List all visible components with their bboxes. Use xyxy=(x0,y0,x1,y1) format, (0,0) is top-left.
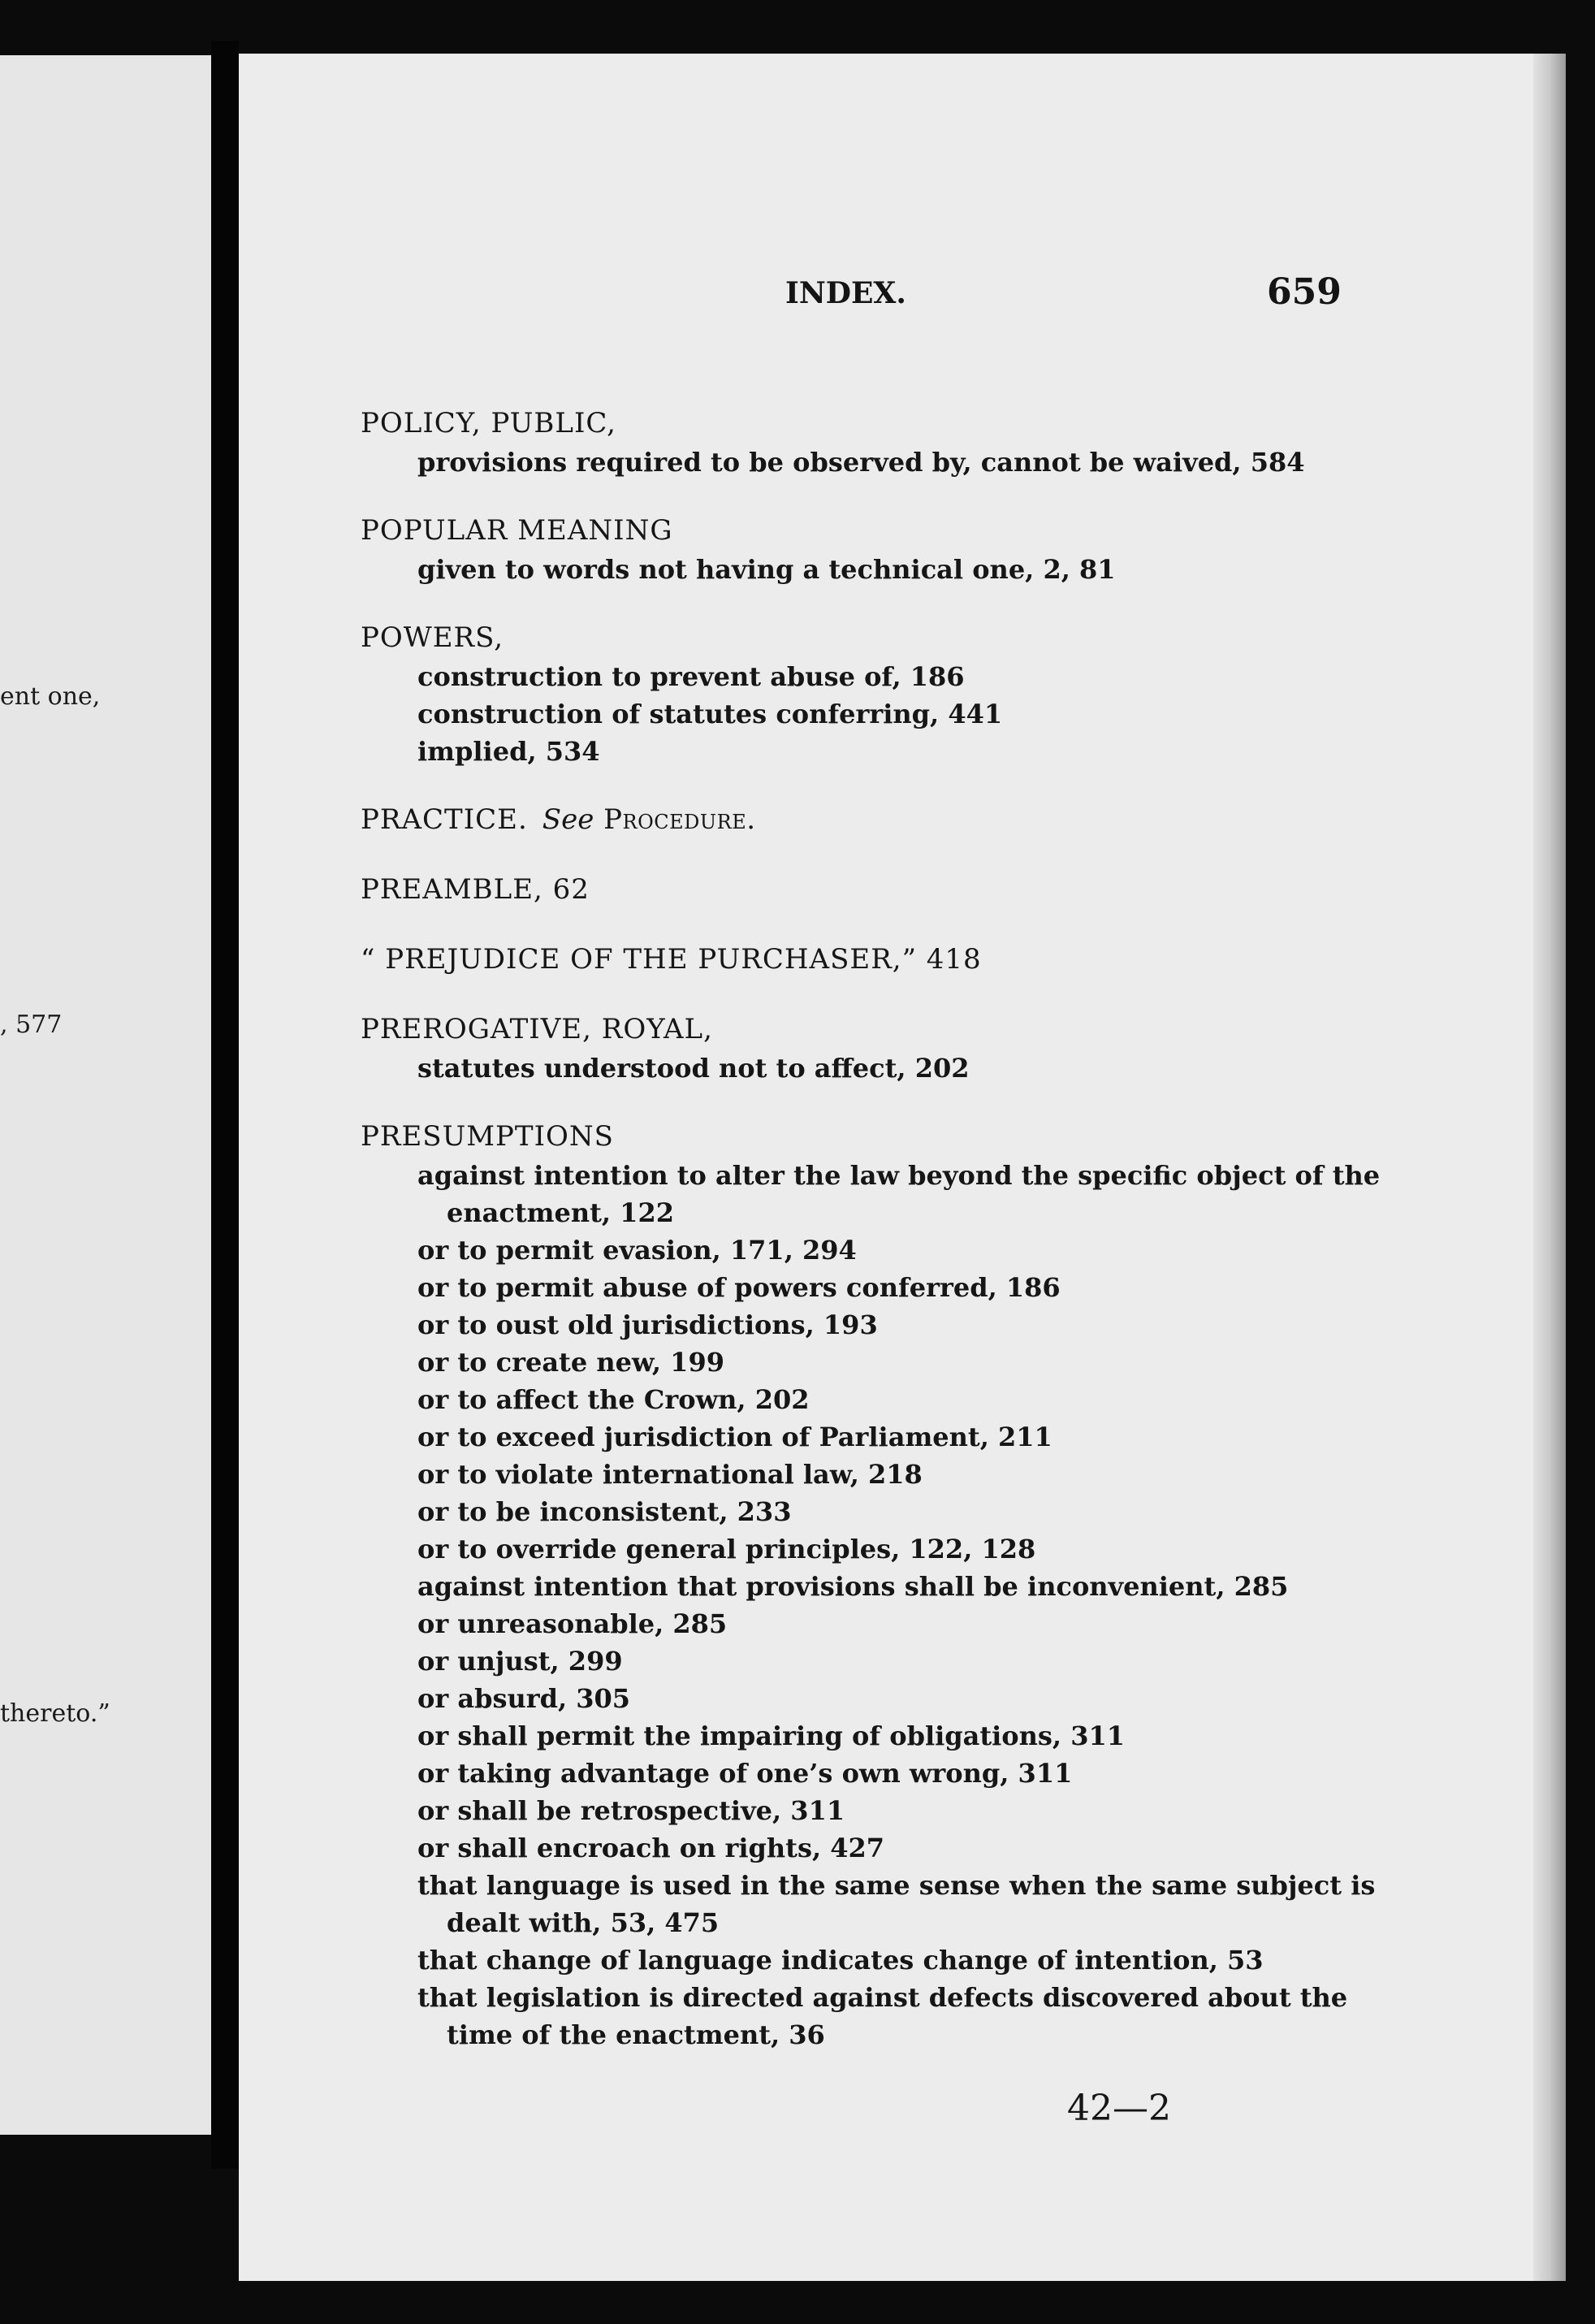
running-head: INDEX. xyxy=(785,276,906,310)
index-entry xyxy=(361,869,1335,910)
sub-entry xyxy=(361,1306,1335,1344)
index-heading xyxy=(361,403,1335,444)
sub-entry xyxy=(361,1269,1335,1306)
sub-entry xyxy=(361,551,1335,588)
see-reference-label: See xyxy=(542,803,594,836)
previous-page-fragment: thereto.” xyxy=(0,1699,110,1728)
sub-entry-text: or to create new, 199 xyxy=(417,1347,724,1378)
index-heading xyxy=(361,869,1335,910)
sub-entry-text: against intention to alter the law beyond the specific object of the xyxy=(417,1160,1381,1191)
sub-entry-text: or to exceed jurisdiction of Parliament, 211 xyxy=(417,1422,1053,1452)
sub-entry-text: or to override general principles, 122, 128 xyxy=(417,1534,1036,1564)
sub-entry-continuation: enactment, 122 xyxy=(447,1197,674,1228)
see-reference-target: Procedure. xyxy=(603,803,756,836)
index-heading xyxy=(361,1009,1335,1049)
index-heading xyxy=(361,1116,1335,1157)
index-heading-text: PREROGATIVE, ROYAL, xyxy=(361,1013,713,1045)
sub-entry-text: or to violate international law, 218 xyxy=(417,1459,923,1490)
index-heading-text: POLICY, PUBLIC, xyxy=(361,407,616,439)
sub-entry xyxy=(361,658,1335,695)
index-heading-text: “ PREJUDICE OF THE PURCHASER,” 418 xyxy=(361,943,982,976)
sub-entry xyxy=(361,1493,1335,1530)
previous-page-fragment: ent one, xyxy=(0,682,101,711)
previous-page-edge xyxy=(0,55,211,2135)
index-entry xyxy=(361,939,1335,980)
sub-entry-text: or to permit evasion, 171, 294 xyxy=(417,1235,857,1266)
index-entry xyxy=(361,1116,1381,2054)
sub-entry-text: or shall be retrospective, 311 xyxy=(417,1795,845,1826)
sub-entry-text: or unreasonable, 285 xyxy=(417,1608,728,1639)
sub-entry-text: or taking advantage of one’s own wrong, 311 xyxy=(417,1758,1073,1789)
sub-entry xyxy=(361,1049,1335,1087)
sub-entry-text: or to be inconsistent, 233 xyxy=(417,1496,792,1527)
sub-entry-list xyxy=(361,1049,1335,1087)
sub-entry-text: or to oust old jurisdictions, 193 xyxy=(417,1309,878,1340)
sub-entry-text: implied, 534 xyxy=(417,736,600,767)
sub-entry-text: or unjust, 299 xyxy=(417,1646,623,1677)
sub-entry-text: construction of statutes conferring, 441 xyxy=(417,699,1003,729)
index-entry xyxy=(361,510,1335,588)
sub-entry-text: that change of language indicates change of intention, 53 xyxy=(417,1945,1264,1976)
index-entry xyxy=(361,1009,1335,1087)
sub-entry xyxy=(361,1867,1376,1941)
sub-entry xyxy=(361,1157,1381,1231)
page-gutter xyxy=(211,41,239,2169)
index-entries xyxy=(361,403,1381,2083)
index-heading xyxy=(361,939,1335,980)
sub-entry-text: or to permit abuse of powers conferred, 186 xyxy=(417,1272,1061,1303)
index-heading xyxy=(361,510,1335,551)
sub-entry-text: that legislation is directed against defects discovered about the xyxy=(417,1982,1348,2013)
index-heading xyxy=(361,617,1335,658)
sub-entry xyxy=(361,444,1335,481)
index-entry xyxy=(361,617,1335,770)
sub-entry xyxy=(361,1605,1335,1642)
sub-entry-text: or absurd, 305 xyxy=(417,1683,631,1714)
sub-entry xyxy=(361,695,1335,733)
sub-entry xyxy=(361,1231,1335,1269)
page-edge-shadow xyxy=(1533,54,1566,2281)
sub-entry xyxy=(361,1456,1335,1493)
sub-entry-list xyxy=(361,1157,1381,2054)
index-entry xyxy=(361,799,1335,840)
sub-entry-text: given to words not having a technical one, 2, 81 xyxy=(417,554,1116,585)
sub-entry xyxy=(361,1979,1348,2054)
sub-entry-text: or shall encroach on rights, 427 xyxy=(417,1833,885,1863)
sub-entry xyxy=(361,1941,1335,1979)
index-heading-text: PRESUMPTIONS xyxy=(361,1120,614,1153)
index-heading-text: PRACTICE. xyxy=(361,803,528,836)
sub-entry xyxy=(361,1792,1335,1829)
sub-entry-text: provisions required to be observed by, cannot be waived, 584 xyxy=(417,447,1305,478)
signature-mark: 42—2 xyxy=(1067,2088,1171,2129)
index-entry xyxy=(361,403,1335,481)
sub-entry-text: construction to prevent abuse of, 186 xyxy=(417,661,965,692)
index-heading-text: POWERS, xyxy=(361,621,504,654)
sub-entry-text: against intention that provisions shall be inconvenient, 285 xyxy=(417,1571,1289,1602)
sub-entry xyxy=(361,1755,1335,1792)
sub-entry-continuation: time of the enactment, 36 xyxy=(447,2019,825,2050)
sub-entry-list xyxy=(361,551,1335,588)
index-heading-text: PREAMBLE, 62 xyxy=(361,873,590,906)
sub-entry xyxy=(361,1418,1335,1456)
sub-entry-text: or shall permit the impairing of obligations, 311 xyxy=(417,1720,1125,1751)
sub-entry-list xyxy=(361,658,1335,770)
sub-entry xyxy=(361,1829,1335,1867)
page-number: 659 xyxy=(1267,271,1342,313)
previous-page-fragment: , 577 xyxy=(0,1011,63,1039)
sub-entry xyxy=(361,1642,1335,1680)
sub-entry xyxy=(361,1381,1335,1418)
sub-entry-text: that language is used in the same sense when the same subject is xyxy=(417,1870,1376,1901)
sub-entry xyxy=(361,1530,1335,1568)
index-page xyxy=(239,54,1566,2281)
sub-entry xyxy=(361,1717,1335,1755)
sub-entry-text: statutes understood not to affect, 202 xyxy=(417,1053,970,1084)
sub-entry-list xyxy=(361,444,1335,481)
sub-entry-text: or to affect the Crown, 202 xyxy=(417,1384,810,1415)
index-heading-text: POPULAR MEANING xyxy=(361,514,673,547)
index-heading xyxy=(361,799,1335,840)
sub-entry xyxy=(361,1680,1335,1717)
sub-entry xyxy=(361,1568,1335,1605)
sub-entry-continuation: dealt with, 53, 475 xyxy=(447,1907,720,1938)
sub-entry xyxy=(361,733,1335,770)
sub-entry xyxy=(361,1344,1335,1381)
